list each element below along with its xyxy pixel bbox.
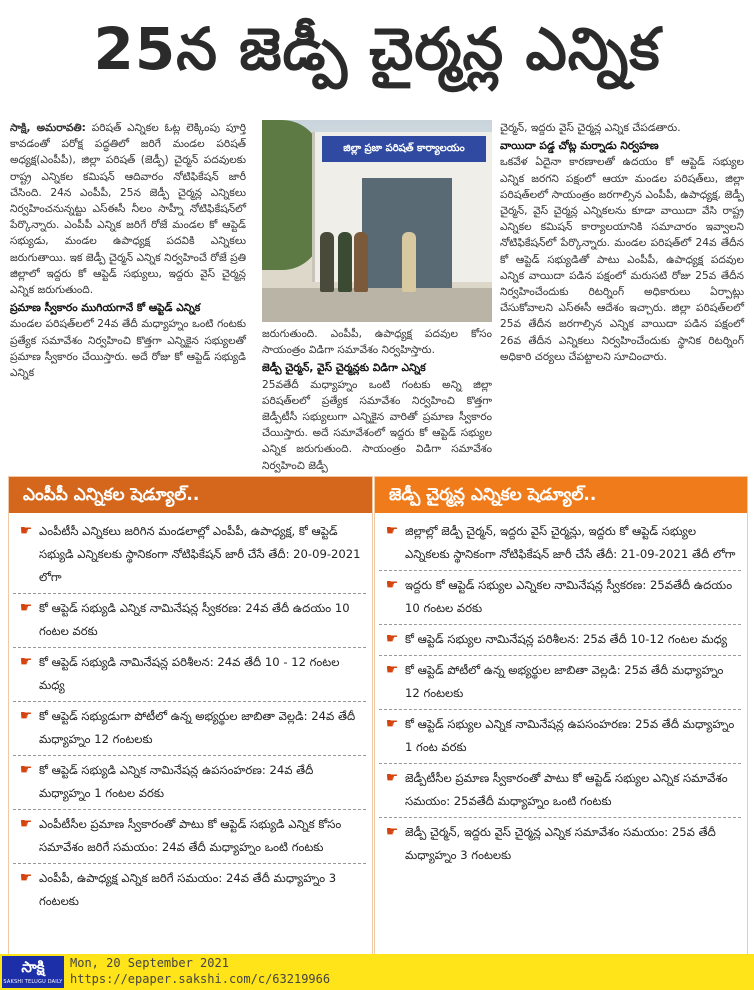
logo-subtext: SAKSHI TELUGU DAILY <box>3 979 63 985</box>
logo-text: సాక్షి <box>21 958 45 976</box>
schedule-item <box>379 818 741 871</box>
schedule-item-text: కో ఆప్టెడ్ సభ్యుడి ఎన్నిక నామినేషన్ల స్వీకరణ: 24వ తేదీ ఉదయం 10 గంటల వరకు <box>39 601 350 638</box>
schedule-item <box>13 756 366 810</box>
article-subheading: ప్రమాణ స్వీకారం ముగియగానే కో ఆప్టెడ్ ఎన్నిక <box>10 302 201 315</box>
schedule-item-text: ఎంపీటీసీ ఎన్నికలు జరిగిన మండలాల్లో ఎంపీపీ, ఉపాధ్యక్ష, కో ఆప్టెడ్ సభ్యుడి ఎన్నికలకు స్థానికంగా నోటిఫికేషన్ జారీ చేసే తేదీ: 20-09-2021 లోగా <box>39 524 361 584</box>
article-column-1 <box>10 120 246 383</box>
schedule-item-text: జెడ్పీటీసీల ప్రమాణ స్వీకారంతో పాటు కో ఆప్టెడ్ సభ్యుల ఎన్నిక సమావేశం సమయం: 25వతేదీ మధ్యాహ్నం ఒంటి గంటకు <box>405 771 728 808</box>
office-photo <box>262 120 492 322</box>
person-figure <box>338 232 352 292</box>
zp-schedule-list <box>375 513 747 871</box>
mpp-schedule-list <box>9 513 372 917</box>
pointing-hand-icon: ☛ <box>19 523 33 539</box>
pointing-hand-icon: ☛ <box>19 870 33 886</box>
pointing-hand-icon: ☛ <box>385 662 399 678</box>
schedule-item <box>379 710 741 764</box>
schedule-item-text: కో ఆప్టెడ్ సభ్యుడి నామినేషన్ల పరిశీలన: 24వ తేదీ 10 - 12 గంటల మధ్య <box>39 655 340 692</box>
zp-schedule-box <box>374 476 748 956</box>
schedule-item-text: జెడ్పీ చైర్మన్, ఇద్దరు వైస్ చైర్మన్ల ఎన్నిక సమావేశం సమయం: 25వ తేదీ మధ్యాహ్నం 3 గంటలకు <box>405 825 716 862</box>
schedule-item <box>13 702 366 756</box>
pointing-hand-icon: ☛ <box>385 716 399 732</box>
epaper-link[interactable]: https://epaper.sakshi.com/c/63219966 <box>70 972 331 986</box>
headline <box>0 0 754 112</box>
mpp-schedule-title: ఎంపీపీ ఎన్నికల షెడ్యూల్.. <box>9 477 372 513</box>
pointing-hand-icon: ☛ <box>385 523 399 539</box>
schedule-item-text: కో ఆప్టెడ్ సభ్యుల నామినేషన్ల పరిశీలన: 25వ తేదీ 10-12 గంటల మధ్య <box>405 632 728 646</box>
person-figure <box>354 232 368 292</box>
pointing-hand-icon: ☛ <box>19 762 33 778</box>
schedule-item <box>13 594 366 648</box>
pointing-hand-icon: ☛ <box>19 816 33 832</box>
schedule-item-text: ఇద్దరు కో ఆప్టెడ్ సభ్యుల ఎన్నికల నామినేషన్ల స్వీకరణ: 25వతేదీ ఉదయం 10 గంటల వరకు <box>405 578 733 615</box>
schedule-item <box>13 864 366 917</box>
schedule-item-text: ఎంపీటీసీల ప్రమాణ స్వీకారంతో పాటు కో ఆప్టెడ్ సభ్యుడి ఎన్నిక కోసం సమావేశం జరిగే సమయం: 24వ తేదీ మధ్యాహ్నం ఒంటి గంటకు <box>39 817 342 854</box>
zp-schedule-title: జెడ్పీ చైర్మన్ల ఎన్నికల షెడ్యూల్.. <box>375 477 747 513</box>
schedule-item-text: కో ఆప్టెడ్ సభ్యుడి ఎన్నిక నామినేషన్ల ఉపసంహరణ: 24వ తేదీ మధ్యాహ్నం 1 గంటల వరకు <box>39 763 314 800</box>
schedule-section <box>8 476 746 954</box>
schedule-item-text: కో ఆప్టెడ్ పోటీలో ఉన్న అభ్యర్థుల జాబితా వెల్లడి: 25వ తేదీ మధ్యాహ్నం 12 గంటలకు <box>405 663 724 700</box>
article-paragraph: చైర్మన్, ఇద్దరు వైస్ చైర్మన్ల ఎన్నిక చేపడతారు. <box>500 122 681 134</box>
mpp-schedule-box <box>8 476 373 956</box>
article-subheading: జెడ్పీ చైర్మన్, వైస్ చైర్మన్లకు విడిగా ఎన్నిక <box>262 362 426 375</box>
pointing-hand-icon: ☛ <box>19 600 33 616</box>
article-column-3 <box>500 120 744 367</box>
schedule-item-text: ఎంపీపీ, ఉపాధ్యక్ష ఎన్నిక జరిగే సమయం: 24వ తేదీ మధ్యాహ్నం 3 గంటలకు <box>39 871 337 908</box>
schedule-item <box>13 810 366 864</box>
edition-date: Mon, 20 September 2021 <box>70 956 229 970</box>
pointing-hand-icon: ☛ <box>19 654 33 670</box>
article-paragraph: ఒకవేళ ఏదైనా కారణాలతో ఉదయం కో ఆప్టెడ్ సభ్యుల ఎన్నిక జరగని పక్షంలో ఆయా మండల పరిషత్‌లు, జిల్లా పరిషత్‌లలో సాయంత్రం జరగాల్సిన ఎంపీపీ, ఉపాధ్యక్ష, జెడ్పీ చైర్మన్, వైస్ చైర్మన్ల ఎన్నికలను కూడా వాయిదా వేసి రాష్ట్ర ఎన్నికల కమిషన్ కార్యాలయానికి సమాచారం ఇవ్వాలని నోటిఫికేషన్‌లో పేర్కొన్నారు. మండల పరిషత్‌లో 24వ తేదీన కో ఆప్టెడ్ సభ్యుడితో పాటు ఎంపీపీ, ఉపాధ్యక్ష పదవుల ఎన్నిక వాయిదా పడిన పక్షంలో మరుసటి రోజు 25వ తేదీన నిర్వహించేందుకు రిటర్నింగ్ అధికారులు ఏర్పాట్లు చేసుకోవాలని ఎస్ఈసీ ఆదేశం ఇచ్చారు. జిల్లా పరిషత్‌లలో 25వ తేదీన జరగాల్సిన ఎన్నిక వాయిదా పడిన పక్షంలో 26వ తేదీన ఎన్నికలు నిర్వహించేందుకు స్థానిక రిటర్నింగ్ అధికారి చర్యలు చేపట్టాలని సూచించారు. <box>500 156 744 363</box>
schedule-item <box>379 764 741 818</box>
headline-text: 25న జెడ్పీ చైర్మన్ల ఎన్నిక <box>93 14 661 83</box>
schedule-item <box>13 648 366 702</box>
pointing-hand-icon: ☛ <box>385 770 399 786</box>
article-paragraph: మండల పరిషత్‌లలో 24వ తేదీ మధ్యాహ్నం ఒంటి గంటకు ప్రత్యేక సమావేశం నిర్వహించి కొత్తగా ఎన్నికైన సభ్యులతో ప్రమాణ స్వీకారం చేయిస్తారు. అదే రోజు కో ఆప్టెడ్ సభ్యుడి ఎన్నిక <box>10 318 246 380</box>
office-board: జిల్లా ప్రజా పరిషత్ కార్యాలయం <box>322 136 486 162</box>
sakshi-logo <box>2 956 64 988</box>
schedule-item <box>379 517 741 571</box>
article-column-2 <box>262 326 492 476</box>
article-paragraph: 25వతేదీ మధ్యాహ్నం ఒంటి గంటకు అన్ని జిల్లా పరిషత్‌లలో ప్రత్యేక సమావేశం నిర్వహించి కొత్తగా జెడ్పీటీసీ సభ్యులుగా ఎన్నికైన వారితో ప్రమాణ స్వీకారం చేయిస్తారు. అదే సమావేశంలో ఇద్దరు కో ఆప్టెడ్ సభ్యుల ఎన్నిక జరుగుతుంది. సాయంత్రం విడిగా సమావేశం నిర్వహించి జెడ్పీ <box>262 378 492 472</box>
ground-shape <box>262 288 492 322</box>
schedule-item <box>379 625 741 656</box>
schedule-item <box>379 656 741 710</box>
schedule-item-text: కో ఆప్టెడ్ సభ్యుడుగా పోటీలో ఉన్న అభ్యర్థుల జాబితా వెల్లడి: 24వ తేదీ మధ్యాహ్నం 12 గంటలకు <box>39 709 356 746</box>
pointing-hand-icon: ☛ <box>385 824 399 840</box>
article-paragraph: జరుగుతుంది. ఎంపీపీ, ఉపాధ్యక్ష పదవుల కోసం సాయంత్రం విడిగా సమావేశం నిర్వహిస్తారు. <box>262 328 492 357</box>
person-figure <box>320 232 334 292</box>
pointing-hand-icon: ☛ <box>19 708 33 724</box>
dateline: సాక్షి, అమరావతి: <box>10 122 86 134</box>
schedule-item <box>379 571 741 625</box>
article-paragraph: సాక్షి, అమరావతి: పరిషత్ ఎన్నికల ఓట్ల లెక్కింపు పూర్తి కావడంతో పరోక్ష పద్ధతిలో జరిగే మండల పరిషత్ అధ్యక్ష(ఎంపీపీ), జిల్లా పరిషత్ (జెడ్పీ) చైర్మన్ పదవులకు రాష్ట్ర ఎన్నికల కమిషన్ ఆదివారం నోటిఫికేషన్ జారీ చేసింది. 24న ఎంపీపీ, 25న జెడ్పీ చైర్మన్ల ఎన్నికలు నిర్వహించనున్నట్టు ఎస్ఈసీ నీలం సాహ్నీ నోటిఫికేషన్‌లో పేర్కొన్నారు. ఎంపీపీ ఎన్నిక జరిగే రోజే మండల కో ఆప్టెడ్ సభ్యుడు, మండల ఉపాధ్యక్ష పదవికి ఎన్నికలు జరుగుతాయి. ఇక జెడ్పీ చైర్మన్ ఎన్నిక నిర్వహించే రోజే ప్రతి జిల్లాలో ఇద్దరు కో ఆప్టెడ్ సభ్యులు, ఇద్దరు వైస్ చైర్మన్ల ఎన్నిక జరుగుతుంది. <box>10 122 247 297</box>
footer-bar <box>0 954 754 990</box>
pointing-hand-icon: ☛ <box>385 577 399 593</box>
pointing-hand-icon: ☛ <box>385 631 399 647</box>
schedule-item <box>13 517 366 594</box>
person-figure <box>402 232 416 292</box>
article-subheading: వాయిదా పడ్డ చోట్ల మర్నాడు నిర్వహణ <box>500 140 659 153</box>
schedule-item-text: జిల్లాల్లో జెడ్పీ చైర్మన్, ఇద్దరు వైస్ చైర్మన్లు, ఇద్దరు కో ఆప్టెడ్ సభ్యుల ఎన్నికలకు స్థానికంగా నోటిఫికేషన్ జారీ చేసే తేదీ: 21-09-2021 తేదీ లోగా <box>405 524 736 561</box>
schedule-item-text: కో ఆప్టెడ్ సభ్యుల ఎన్నిక నామినేషన్ల ఉపసంహరణ: 25వ తేదీ మధ్యాహ్నం 1 గంట వరకు <box>405 717 735 754</box>
